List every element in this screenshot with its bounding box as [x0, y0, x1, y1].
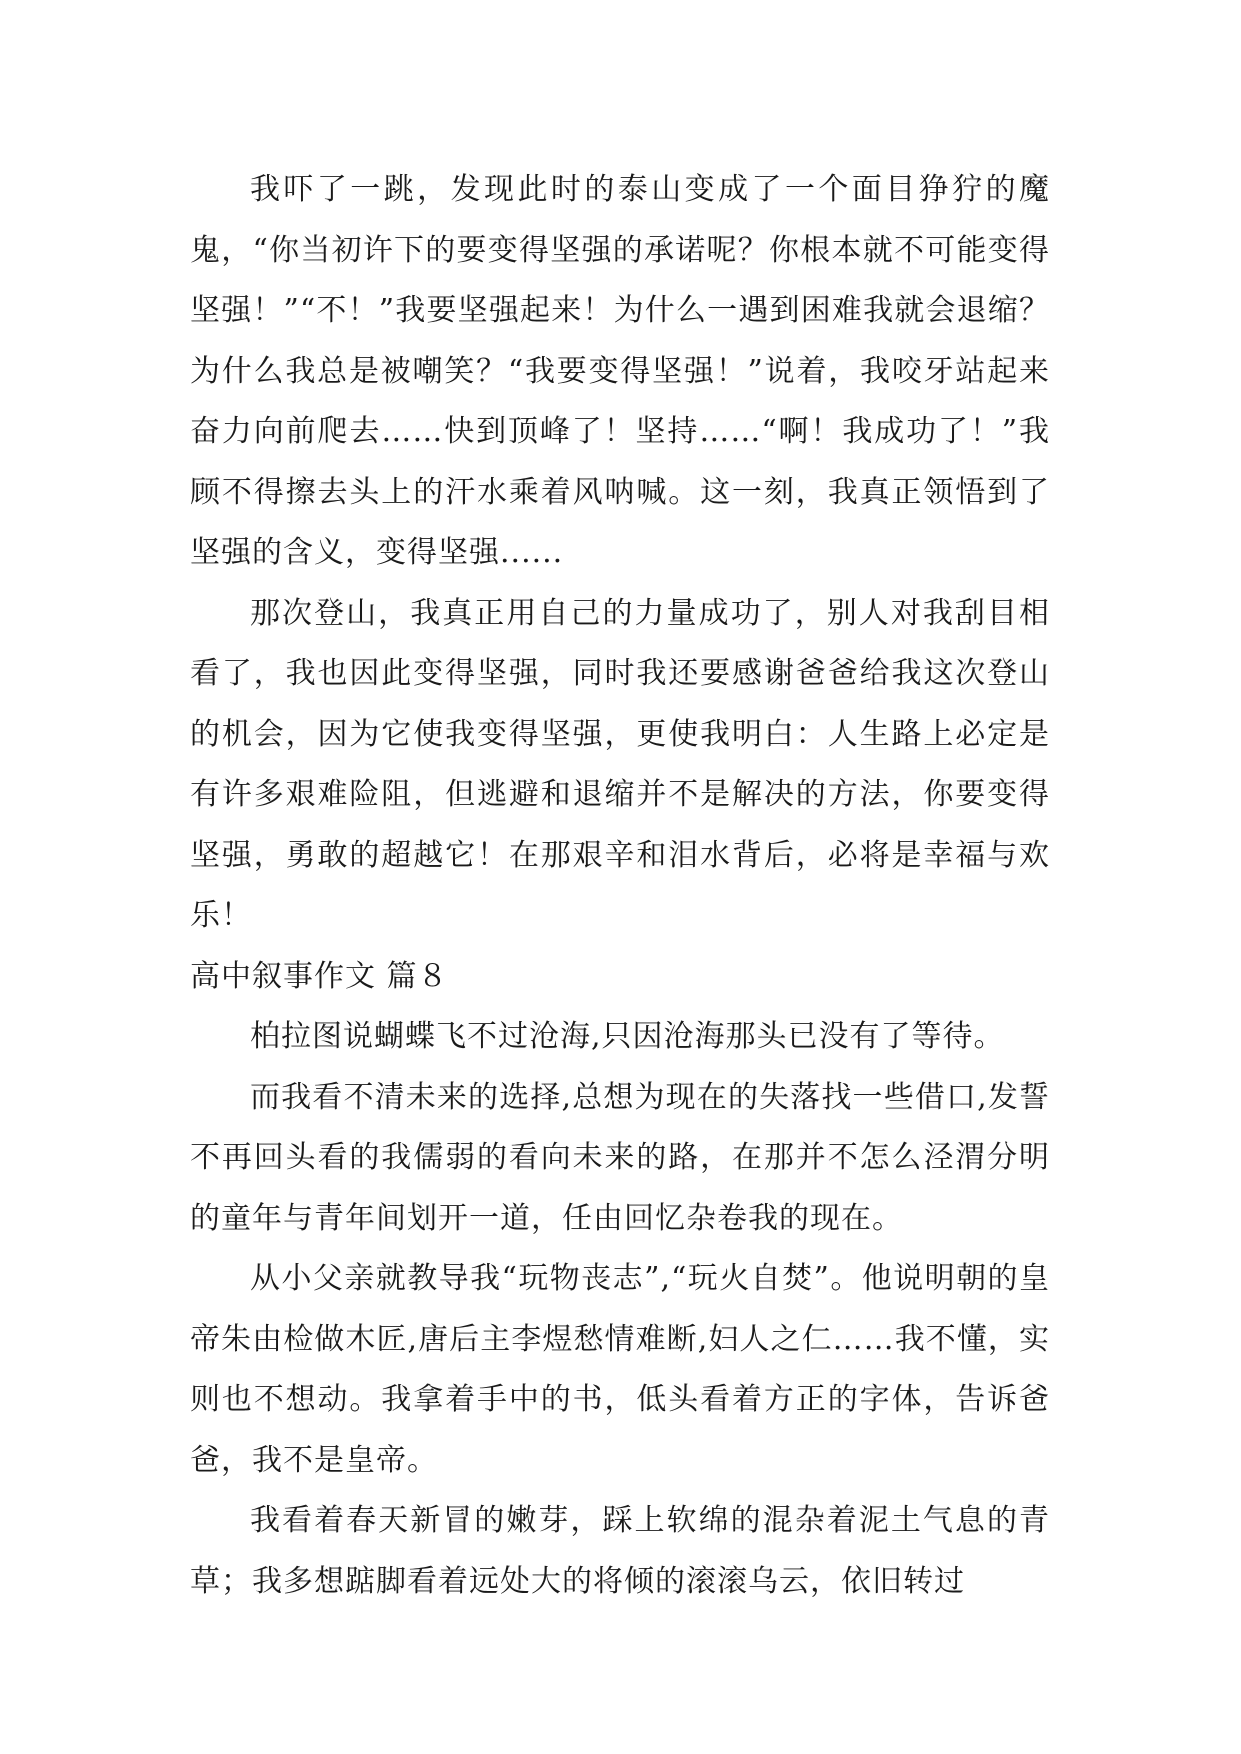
paragraph: 我看着春天新冒的嫩芽，踩上软绵的混杂着泥土气息的青草；我多想踮脚看着远处大的将倾的滚滚乌云，依旧转过 [190, 1503, 1050, 1599]
section-heading: 高中叙事作文 篇８ [190, 958, 449, 994]
paragraph: 那次登山，我真正用自己的力量成功了，别人对我刮目相看了，我也因此变得坚强，同时我还要感谢爸爸给我这次登山的机会，因为它使我变得坚强，更使我明白：人生路上必定是有许多艰难险阻，但逃避和退缩并不是解决的方法，你要变得坚强，勇敢的超越它！在那艰辛和泪水背后，必将是幸福与欢乐！ [190, 595, 1050, 933]
paragraph: 从小父亲就教导我“玩物丧志”,“玩火自焚”。他说明朝的皇帝朱由检做木匠,唐后主李煜愁情难断,妇人之仁……我不懂，实则也不想动。我拿着手中的书，低头看着方正的字体，告诉爸爸，我不是皇帝。 [190, 1261, 1050, 1478]
paragraph: 我吓了一跳，发现此时的泰山变成了一个面目狰狞的魔鬼，“你当初许下的要变得坚强的承诺呢？你根本就不可能变得坚强！”“不！”我要坚强起来！为什么一遇到困难我就会退缩？为什么我总是被嘲笑？“我要变得坚强！”说着，我咬牙站起来奋力向前爬去……快到顶峰了！坚持……“啊！我成功了！”我顾不得擦去头上的汗水乘着风呐喊。这一刻，我真正领悟到了坚强的含义，变得坚强...... [190, 172, 1050, 570]
document-page [190, 160, 1050, 1612]
paragraph: 而我看不清未来的选择,总想为现在的失落找一些借口,发誓不再回头看的我儒弱的看向未来的路，在那并不怎么泾渭分明的童年与青年间划开一道，任由回忆杂卷我的现在。 [190, 1079, 1050, 1236]
paragraph: 柏拉图说蝴蝶飞不过沧海,只因沧海那头已没有了等待。 [250, 1019, 1005, 1054]
